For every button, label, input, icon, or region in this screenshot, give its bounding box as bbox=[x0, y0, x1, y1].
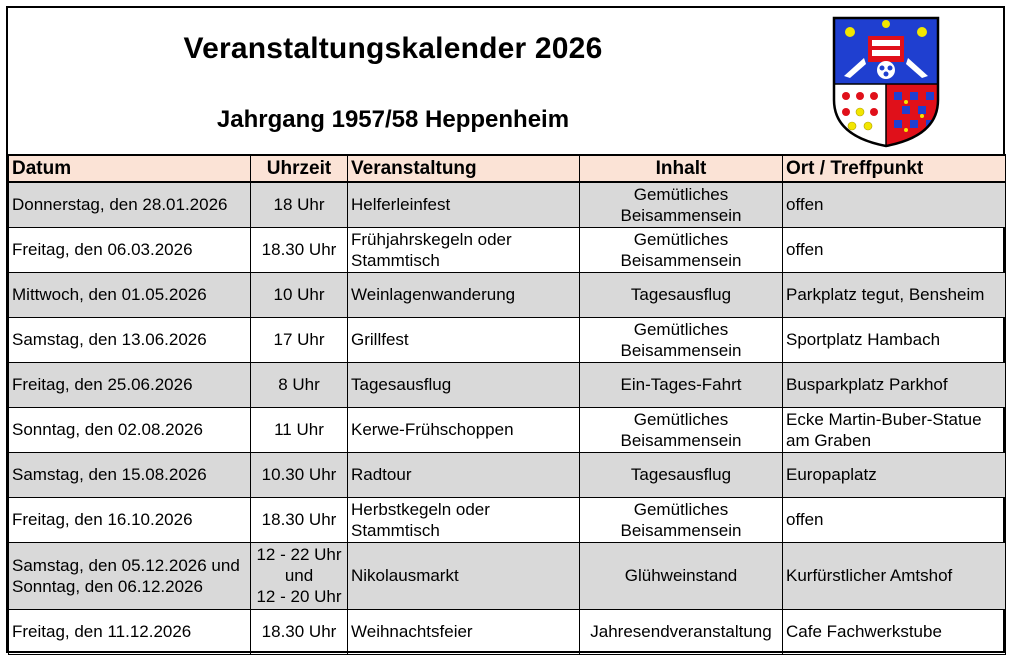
cell-inhalt bbox=[580, 362, 783, 407]
cell-veranstaltung bbox=[348, 407, 580, 452]
cell-line: 17 Uhr bbox=[273, 330, 325, 349]
cell-line: Grillfest bbox=[351, 330, 409, 349]
cell-datum bbox=[9, 272, 251, 317]
column-header-ort: Ort / Treffpunkt bbox=[783, 155, 1006, 182]
cell-line: Freitag, den 25.06.2026 bbox=[12, 375, 193, 394]
cell-line: Sportplatz Hambach bbox=[786, 330, 941, 349]
document-header bbox=[8, 8, 1003, 154]
cell-line: offen bbox=[786, 195, 824, 215]
cell-line: Frühjahrskegeln oder bbox=[351, 229, 512, 249]
cell-line: Kerwe-Frühschoppen bbox=[351, 420, 514, 439]
cell-uhrzeit bbox=[251, 452, 348, 497]
cell-line: Stammtisch bbox=[351, 250, 440, 270]
cell-veranstaltung bbox=[348, 227, 580, 272]
cell-line: 11 Uhr bbox=[274, 420, 324, 439]
cell-line: Beisammensein bbox=[620, 250, 742, 270]
cell-uhrzeit bbox=[251, 227, 348, 272]
cell-line: 12 - 20 Uhr bbox=[256, 587, 342, 606]
cell-datum bbox=[9, 182, 251, 227]
cell-line: Tagesausflug bbox=[351, 375, 452, 394]
cell-inhalt bbox=[580, 452, 783, 497]
cell-line: Samstag, den 13.06.2026 bbox=[12, 330, 207, 349]
cell-line: Tagesausflug bbox=[630, 465, 732, 484]
table-row bbox=[9, 227, 1006, 272]
cell-datum bbox=[9, 362, 251, 407]
cell-ort bbox=[783, 227, 1006, 272]
cell-veranstaltung bbox=[348, 317, 580, 362]
table-header-row bbox=[9, 155, 1006, 182]
table-row bbox=[9, 362, 1006, 407]
cell-line: Herbstkegeln oder bbox=[351, 499, 490, 519]
cell-line: Sonntag, den 06.12.2026 bbox=[12, 576, 203, 596]
cell-line: Samstag, den 15.08.2026 bbox=[12, 465, 207, 484]
cell-line: Beisammensein bbox=[620, 340, 742, 360]
cell-line: 10.30 Uhr bbox=[261, 465, 337, 484]
cell-line: Busparkplatz Parkhof bbox=[786, 375, 948, 394]
table-row bbox=[9, 317, 1006, 362]
cell-inhalt bbox=[580, 542, 783, 609]
cell-ort bbox=[783, 362, 1006, 407]
cell-line: Ecke Martin-Buber-Statue bbox=[786, 409, 982, 429]
events-table bbox=[8, 154, 1006, 655]
cell-line: Gemütliches bbox=[633, 184, 729, 204]
cell-datum bbox=[9, 542, 251, 609]
cell-line: Europaplatz bbox=[786, 465, 877, 484]
cell-inhalt bbox=[580, 497, 783, 542]
cell-line: Weinlagenwanderung bbox=[351, 285, 516, 304]
cell-line: 18.30 Uhr bbox=[261, 510, 337, 529]
table-row bbox=[9, 542, 1006, 609]
cell-line: Kurfürstlicher Amtshof bbox=[786, 566, 953, 585]
cell-datum bbox=[9, 497, 251, 542]
cell-uhrzeit bbox=[251, 542, 348, 609]
calendar-sheet bbox=[6, 6, 1005, 653]
cell-line: Beisammensein bbox=[620, 205, 742, 225]
cell-line: 10 Uhr bbox=[273, 285, 325, 304]
cell-line: Ein-Tages-Fahrt bbox=[620, 375, 742, 394]
cell-line: 8 Uhr bbox=[278, 375, 320, 394]
cell-line: Sonntag, den 02.08.2026 bbox=[12, 420, 203, 439]
table-row bbox=[9, 272, 1006, 317]
cell-line: offen bbox=[786, 510, 824, 529]
cell-line: Donnerstag, den 28.01.2026 bbox=[12, 195, 228, 215]
cell-inhalt bbox=[580, 407, 783, 452]
heppenheim-coat-of-arms-icon bbox=[830, 14, 942, 148]
page-subtitle: Jahrgang 1957/58 Heppenheim bbox=[216, 106, 570, 133]
cell-line: Beisammensein bbox=[620, 430, 742, 450]
cell-line: Freitag, den 11.12.2026 bbox=[12, 622, 192, 641]
cell-uhrzeit bbox=[251, 182, 348, 227]
cell-ort bbox=[783, 542, 1006, 609]
cell-inhalt bbox=[580, 272, 783, 317]
column-header-inhalt: Inhalt bbox=[580, 155, 783, 182]
cell-line: Beisammensein bbox=[620, 520, 742, 540]
cell-line: Gemütliches bbox=[633, 319, 729, 339]
cell-line: Jahresendveranstaltung bbox=[590, 622, 772, 641]
cell-veranstaltung bbox=[348, 542, 580, 609]
table-row bbox=[9, 407, 1006, 452]
column-header-veranstaltung: Veranstaltung bbox=[348, 155, 580, 182]
cell-line: 12 - 22 Uhr bbox=[256, 545, 342, 564]
cell-veranstaltung bbox=[348, 497, 580, 542]
cell-ort bbox=[783, 182, 1006, 227]
cell-datum bbox=[9, 227, 251, 272]
cell-uhrzeit bbox=[251, 497, 348, 542]
cell-inhalt bbox=[580, 317, 783, 362]
table-row bbox=[9, 182, 1006, 227]
page-title: Veranstaltungskalender 2026 bbox=[183, 32, 603, 65]
cell-ort bbox=[783, 497, 1006, 542]
cell-inhalt bbox=[580, 609, 783, 654]
cell-line: und bbox=[284, 566, 314, 585]
cell-ort bbox=[783, 452, 1006, 497]
cell-inhalt bbox=[580, 227, 783, 272]
cell-ort bbox=[783, 407, 1006, 452]
cell-line: Gemütliches bbox=[633, 409, 729, 429]
cell-veranstaltung bbox=[348, 452, 580, 497]
cell-line: Glühweinstand bbox=[624, 566, 738, 585]
cell-veranstaltung bbox=[348, 272, 580, 317]
cell-ort bbox=[783, 272, 1006, 317]
table-row bbox=[9, 609, 1006, 654]
cell-line: Tagesausflug bbox=[630, 285, 732, 304]
table-row bbox=[9, 497, 1006, 542]
cell-veranstaltung bbox=[348, 362, 580, 407]
cell-line: Cafe Fachwerkstube bbox=[786, 622, 942, 641]
cell-line: Gemütliches bbox=[633, 499, 729, 519]
column-header-datum: Datum bbox=[9, 155, 251, 182]
cell-datum bbox=[9, 452, 251, 497]
table-row bbox=[9, 452, 1006, 497]
cell-line: Stammtisch bbox=[351, 520, 440, 540]
cell-line: 18 Uhr bbox=[273, 195, 325, 215]
cell-veranstaltung bbox=[348, 609, 580, 654]
cell-line: Samstag, den 05.12.2026 und bbox=[12, 555, 240, 575]
cell-uhrzeit bbox=[251, 407, 348, 452]
cell-line: am Graben bbox=[786, 430, 872, 450]
column-header-uhrzeit: Uhrzeit bbox=[251, 155, 348, 182]
cell-uhrzeit bbox=[251, 272, 348, 317]
cell-inhalt bbox=[580, 182, 783, 227]
cell-uhrzeit bbox=[251, 362, 348, 407]
cell-uhrzeit bbox=[251, 317, 348, 362]
cell-ort bbox=[783, 609, 1006, 654]
cell-datum bbox=[9, 407, 251, 452]
cell-ort bbox=[783, 317, 1006, 362]
cell-line: 18.30 Uhr bbox=[261, 622, 337, 641]
cell-uhrzeit bbox=[251, 609, 348, 654]
cell-veranstaltung bbox=[348, 182, 580, 227]
cell-line: offen bbox=[786, 240, 824, 259]
cell-line: Helferleinfest bbox=[351, 195, 451, 215]
cell-line: Weihnachtsfeier bbox=[351, 622, 473, 641]
cell-line: Gemütliches bbox=[633, 229, 729, 249]
cell-line: Parkplatz tegut, Bensheim bbox=[786, 285, 985, 304]
cell-line: Nikolausmarkt bbox=[351, 566, 459, 585]
cell-line: Freitag, den 06.03.2026 bbox=[12, 240, 193, 259]
cell-datum bbox=[9, 609, 251, 654]
cell-line: 18.30 Uhr bbox=[261, 240, 337, 259]
cell-line: Radtour bbox=[351, 465, 412, 484]
cell-line: Mittwoch, den 01.05.2026 bbox=[12, 285, 207, 304]
cell-line: Freitag, den 16.10.2026 bbox=[12, 510, 193, 529]
cell-datum bbox=[9, 317, 251, 362]
